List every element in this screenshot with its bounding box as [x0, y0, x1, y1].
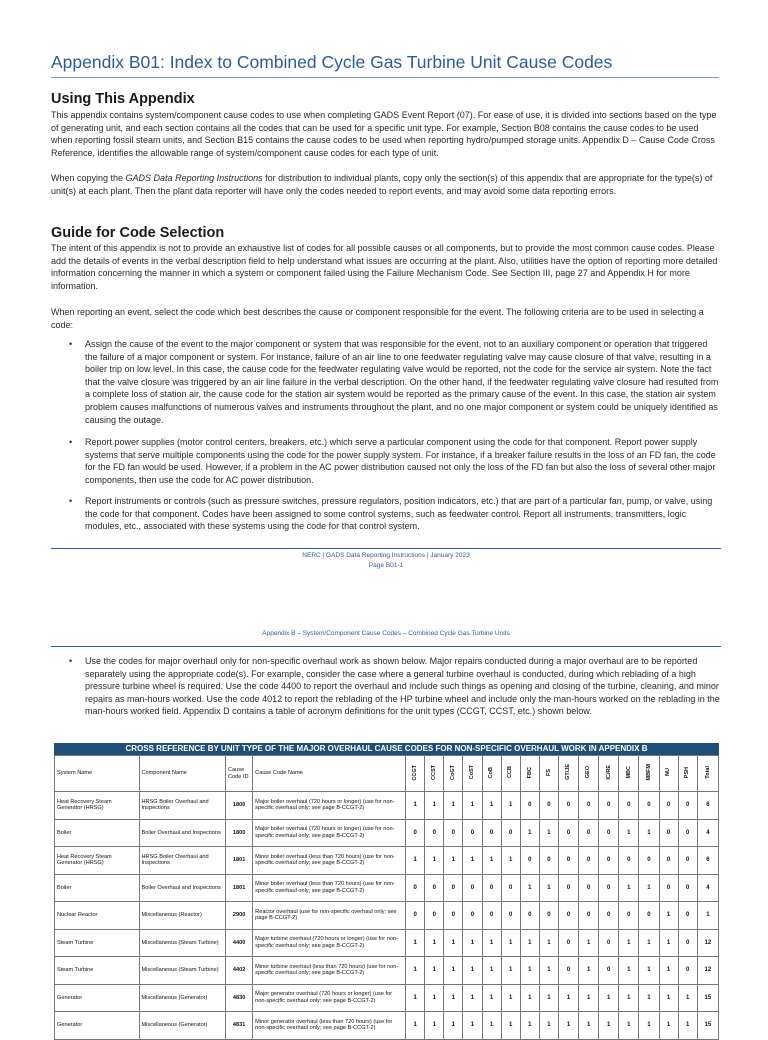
cross-reference-table-wrap — [54, 743, 719, 1040]
cell-desc: Minor turbine overhaul (less than 720 hours) (use for non-specific overhaul only; see page B-CCGT-2) — [253, 957, 406, 985]
header-unit — [406, 756, 425, 792]
cell-unit-value: 1 — [482, 847, 501, 875]
cell-unit-value: 1 — [444, 929, 463, 957]
cell-unit-value: 1 — [659, 929, 678, 957]
cell-code: 4830 — [226, 984, 253, 1012]
cell-unit-value: 0 — [463, 819, 482, 847]
cell-unit-value: 1 — [482, 984, 501, 1012]
cell-unit-value: 0 — [619, 902, 639, 930]
cell-unit-value: 0 — [501, 874, 520, 902]
cell-unit-value: 0 — [619, 792, 639, 820]
header-unit — [539, 756, 558, 792]
cell-unit-value: 1 — [520, 957, 539, 985]
cell-desc: Major boiler overhaul (720 hours or longer) (use for non-specific overhaul only; see page B-CCGT-2) — [253, 792, 406, 820]
cell-system: Generator — [55, 984, 140, 1012]
cell-unit-value: 1 — [678, 1012, 697, 1040]
cell-unit-value: 0 — [444, 902, 463, 930]
header-unit-label: FBC — [526, 766, 533, 778]
header-unit — [482, 756, 501, 792]
bullet-2 — [69, 436, 721, 486]
cell-unit-value: 0 — [520, 902, 539, 930]
cell-unit-value: 4 — [697, 819, 718, 847]
cell-unit-value: 1 — [697, 902, 718, 930]
header-desc: Cause Code Name — [253, 756, 406, 792]
cell-unit-value: 1 — [482, 1012, 501, 1040]
cross-reference-table — [54, 755, 719, 1040]
cell-unit-value: 0 — [425, 874, 444, 902]
cell-unit-value: 6 — [697, 847, 718, 875]
cell-unit-value: 1 — [501, 957, 520, 985]
header-unit — [678, 756, 697, 792]
cell-unit-value: 0 — [639, 847, 659, 875]
cell-unit-value: 0 — [599, 847, 619, 875]
header-unit-label: MBFM — [645, 764, 652, 781]
header-unit-label: MBC — [625, 766, 632, 779]
cell-component: HRSG Boiler Overhaul and Inspections — [139, 792, 226, 820]
cell-system: Boiler — [55, 819, 140, 847]
cell-unit-value: 1 — [599, 1012, 619, 1040]
cell-desc: Minor generator overhaul (less than 720 hours) (use for non-specific overhaul only; see page B-CCGT-2) — [253, 1012, 406, 1040]
cell-unit-value: 0 — [501, 902, 520, 930]
header-unit-label: GT/JE — [565, 764, 572, 781]
header-unit-label: FS — [545, 768, 552, 776]
header-unit-label: PSH — [684, 766, 691, 778]
cell-unit-value: 1 — [406, 792, 425, 820]
cell-code: 1801 — [226, 874, 253, 902]
cell-component: Miscellaneous (Steam Turbine) — [139, 929, 226, 957]
cell-unit-value: 1 — [444, 1012, 463, 1040]
cell-unit-value: 1 — [501, 984, 520, 1012]
cell-unit-value: 1 — [482, 929, 501, 957]
cell-unit-value: 1 — [482, 792, 501, 820]
cell-unit-value: 0 — [579, 902, 599, 930]
cell-unit-value: 0 — [558, 874, 578, 902]
header-unit — [619, 756, 639, 792]
cell-unit-value: 1 — [406, 929, 425, 957]
cell-unit-value: 0 — [425, 902, 444, 930]
cell-unit-value: 1 — [425, 792, 444, 820]
title-rule — [51, 77, 719, 78]
using-p2-pre: When copying the — [51, 173, 126, 183]
cell-unit-value: 1 — [520, 819, 539, 847]
cell-unit-value: 1 — [463, 792, 482, 820]
cell-unit-value: 1 — [619, 957, 639, 985]
cell-desc: Major generator overhaul (720 hours or longer) (use for non-specific overhaul only; see page B-CCGT-2) — [253, 984, 406, 1012]
cell-unit-value: 1 — [425, 929, 444, 957]
cell-unit-value: 1 — [639, 984, 659, 1012]
cell-code: 1800 — [226, 819, 253, 847]
cell-component: HRSG Boiler Overhaul and Inspections — [139, 847, 226, 875]
cell-unit-value: 4 — [697, 874, 718, 902]
cell-desc: Minor boiler overhaul (less than 720 hours) (use for non-specific overhaul only; see page B-CCGT-2) — [253, 874, 406, 902]
using-p2-post: for distribution to individual plants, copy only the section(s) of this appendix that are appropriate for the type(s) of unit(s) at each plant. Then the plant data reporter will have only the codes needed to report events, and may avoid some data reporting errors. — [51, 173, 713, 196]
cell-unit-value: 15 — [697, 1012, 718, 1040]
cell-desc: Minor boiler overhaul (less than 720 hours) (use for non-specific overhaul only; see page B-CCGT-2) — [253, 847, 406, 875]
cell-unit-value: 1 — [558, 1012, 578, 1040]
cell-system: Nuclear Reactor — [55, 902, 140, 930]
table-row — [55, 874, 719, 902]
cell-unit-value: 1 — [619, 874, 639, 902]
cell-unit-value: 1 — [539, 874, 558, 902]
bullet-dot: • — [69, 656, 73, 666]
cell-code: 1801 — [226, 847, 253, 875]
cell-unit-value: 1 — [659, 1012, 678, 1040]
using-p2-em: GADS Data Reporting Instructions — [125, 173, 263, 183]
cell-unit-value: 1 — [463, 929, 482, 957]
cell-unit-value: 0 — [558, 819, 578, 847]
cell-unit-value: 0 — [599, 902, 619, 930]
cell-unit-value: 6 — [697, 792, 718, 820]
header-unit — [520, 756, 539, 792]
header-unit-label: CoB — [488, 766, 495, 778]
cell-unit-value: 1 — [520, 874, 539, 902]
cell-unit-value: 0 — [463, 874, 482, 902]
bullet-1 — [69, 338, 721, 426]
cell-unit-value: 0 — [678, 792, 697, 820]
cell-unit-value: 1 — [579, 1012, 599, 1040]
header-unit — [425, 756, 444, 792]
cell-code: 1800 — [226, 792, 253, 820]
cell-unit-value: 1 — [639, 819, 659, 847]
cell-unit-value: 1 — [539, 1012, 558, 1040]
footer-page-number: Page B01-1 — [368, 562, 404, 569]
cell-unit-value: 1 — [406, 1012, 425, 1040]
cell-unit-value: 0 — [520, 792, 539, 820]
cell-unit-value: 1 — [425, 847, 444, 875]
cell-component: Miscellaneous (Generator) — [139, 1012, 226, 1040]
cell-unit-value: 1 — [579, 957, 599, 985]
cell-unit-value: 0 — [659, 847, 678, 875]
cell-component: Miscellaneous (Reactor) — [139, 902, 226, 930]
cell-unit-value: 0 — [558, 929, 578, 957]
bullet-text: Report power supplies (motor control centers, breakers, etc.) which serve a particular component using the code for that component. Report power supply systems that serve multiple components using the code for the power supply system. For instance, if a breaker failure results in the loss of an FD fan, the code for the FD fan would be used. However, if a problem in the AC power distribution caused not only the loss of the FD fan but also the loss of several other major components, then use the code for AC power distribution. — [85, 437, 716, 485]
cell-unit-value: 1 — [463, 847, 482, 875]
header-unit — [639, 756, 659, 792]
table-row — [55, 957, 719, 985]
cell-system: Heat Recovery Steam Generator (HRSG) — [55, 792, 140, 820]
cell-unit-value: 1 — [678, 984, 697, 1012]
cell-unit-value: 1 — [425, 984, 444, 1012]
header-unit-label: IC/RE — [605, 764, 612, 780]
cell-unit-value: 0 — [425, 819, 444, 847]
cell-unit-value: 1 — [619, 819, 639, 847]
page2-header: Appendix B – System/Component Cause Codes – Combined Cycle Gas Turbine Units — [262, 630, 510, 637]
cell-system: Generator — [55, 1012, 140, 1040]
cell-unit-value: 1 — [639, 1012, 659, 1040]
cell-unit-value: 1 — [425, 957, 444, 985]
table-header-row — [55, 756, 719, 792]
bullet-dot: • — [69, 496, 73, 506]
cell-unit-value: 1 — [501, 847, 520, 875]
table-row — [55, 902, 719, 930]
cell-unit-value: 1 — [520, 929, 539, 957]
cell-unit-value: 1 — [444, 957, 463, 985]
cell-unit-value: 1 — [463, 1012, 482, 1040]
header-system: System Name — [55, 756, 140, 792]
cell-code: 4402 — [226, 957, 253, 985]
header-unit-label: CCB — [507, 766, 514, 779]
cell-unit-value: 0 — [539, 792, 558, 820]
cell-unit-value: 0 — [639, 902, 659, 930]
table-row — [55, 1012, 719, 1040]
cell-system: Steam Turbine — [55, 929, 140, 957]
header-unit-label: CoGT — [450, 764, 457, 780]
cell-unit-value: 1 — [579, 929, 599, 957]
cell-unit-value: 1 — [539, 929, 558, 957]
cell-unit-value: 0 — [520, 847, 539, 875]
cell-component: Boiler Overhaul and Inspections — [139, 874, 226, 902]
cell-unit-value: 0 — [558, 847, 578, 875]
cell-system: Boiler — [55, 874, 140, 902]
cell-unit-value: 0 — [619, 847, 639, 875]
cell-unit-value: 0 — [599, 819, 619, 847]
using-heading: Using This Appendix — [51, 91, 195, 107]
using-paragraph-1: This appendix contains system/component cause codes to use when completing GADS Event Report (07). For ease of use, it is divided into sections based on the type of generating unit, and each section contains all the codes that can be used for a specific unit type. For example, Section B08 contains the cause codes to be used when reporting fossil steam units, and Section B15 contains the cause codes to be used when reporting hydro/pumped storage units. Appendix D – Cause Code Cross Reference, identifies the allowable range of system/component cause codes for each type of unit. — [51, 110, 717, 158]
cell-unit-value: 1 — [659, 902, 678, 930]
cell-unit-value: 1 — [558, 984, 578, 1012]
cell-unit-value: 0 — [444, 874, 463, 902]
cell-component: Boiler Overhaul and Inspections — [139, 819, 226, 847]
cell-unit-value: 0 — [539, 902, 558, 930]
header-unit-label: CCGT — [411, 764, 418, 781]
table-row — [55, 792, 719, 820]
cell-unit-value: 1 — [539, 957, 558, 985]
cell-unit-value: 1 — [619, 984, 639, 1012]
cell-component: Miscellaneous (Generator) — [139, 984, 226, 1012]
cell-unit-value: 0 — [659, 819, 678, 847]
cell-unit-value: 0 — [659, 874, 678, 902]
cell-unit-value: 1 — [639, 957, 659, 985]
guide-heading: Guide for Code Selection — [51, 225, 225, 241]
cell-unit-value: 1 — [539, 819, 558, 847]
header-unit — [579, 756, 599, 792]
cell-unit-value: 0 — [406, 819, 425, 847]
cell-unit-value: 0 — [558, 902, 578, 930]
header-unit-label: CoST — [469, 765, 476, 780]
cell-unit-value: 1 — [619, 929, 639, 957]
header-unit — [599, 756, 619, 792]
cell-desc: Major boiler overhaul (720 hours or longer) (use for non-specific overhaul only; see page B-CCGT-2) — [253, 819, 406, 847]
cell-unit-value: 1 — [539, 984, 558, 1012]
cell-unit-value: 1 — [639, 929, 659, 957]
cell-unit-value: 1 — [659, 984, 678, 1012]
using-paragraph-2 — [51, 172, 721, 197]
bullet-text: Assign the cause of the event to the major component or system that was responsible for the event, not to an auxiliary component or operation that triggered the failure of a major component or system. For instance, failure of an air line to one feedwater regulating valve may cause closure of that valve, resulting in a boiler trip on low level. In this case, the cause code for the feedwater regulating valve would be reported, not the code for the service air system. Note the fact that the valve closure was triggered by an air line failure in the verbal description. On the other hand, if the feedwater regulating valve closure had resulted from a complete loss of station air, the cause code for the station air system would be reported as the primary cause of the event. In this case, the station air system problem causes malfunctions of numerous valves and instruments throughout the plant, and no one major component or system could be uniquely identified as causing the outage. — [85, 339, 719, 425]
cell-unit-value: 0 — [558, 792, 578, 820]
footer-line-1: NERC | GADS Data Reporting Instructions | January 2023 — [302, 552, 470, 559]
table-row — [55, 984, 719, 1012]
table-title: CROSS REFERENCE BY UNIT TYPE OF THE MAJOR OVERHAUL CAUSE CODES FOR NON-SPECIFIC OVERHAUL WORK IN APPENDIX B — [54, 743, 719, 755]
cell-unit-value: 0 — [444, 819, 463, 847]
cell-unit-value: 1 — [520, 1012, 539, 1040]
cell-unit-value: 1 — [406, 847, 425, 875]
footer-rule — [51, 548, 721, 549]
cell-unit-value: 0 — [599, 874, 619, 902]
overhaul-bullet — [69, 655, 721, 718]
cell-unit-value: 0 — [659, 792, 678, 820]
cell-unit-value: 1 — [619, 1012, 639, 1040]
cell-desc: Reactor overhaul (use for non-specific overhaul only; see page B-CCGT-2) — [253, 902, 406, 930]
cell-code: 4400 — [226, 929, 253, 957]
table-row — [55, 819, 719, 847]
cell-unit-value: 1 — [501, 929, 520, 957]
cell-unit-value: 1 — [444, 847, 463, 875]
cell-unit-value: 1 — [599, 984, 619, 1012]
cell-unit-value: 1 — [425, 1012, 444, 1040]
cell-unit-value: 12 — [697, 929, 718, 957]
cell-unit-value: 0 — [678, 929, 697, 957]
cell-unit-value: 0 — [599, 929, 619, 957]
bullet-dot: • — [69, 437, 73, 447]
cell-code: 2900 — [226, 902, 253, 930]
cell-unit-value: 0 — [501, 819, 520, 847]
cell-unit-value: 0 — [539, 847, 558, 875]
bullet-text: Use the codes for major overhaul only for non-specific overhaul work as shown below. Major repairs conducted during a major overhaul are to be reported separately using the appropriate code(s). For example, consider the case where a general turbine overhaul is conducted, during which reblading of a high pressure turbine wheel is required. Use the code 4400 to report the overhaul and include such things as opening and closing of the turbine, cleaning, and minor repairs as man-hours worked. Use the code 4012 to report the reblading of the HP turbine wheel and include only the man-hours worked on the reblading in the man-hours worked field. Appendix D contains a table of acronym definitions for the unit types (CCGT, CCST, etc.) shown below. — [85, 656, 720, 717]
cell-unit-value: 0 — [678, 847, 697, 875]
cell-unit-value: 1 — [482, 957, 501, 985]
cell-unit-value: 0 — [406, 902, 425, 930]
header-unit — [659, 756, 678, 792]
cell-unit-value: 0 — [678, 957, 697, 985]
cell-unit-value: 0 — [579, 819, 599, 847]
cell-unit-value: 12 — [697, 957, 718, 985]
cell-unit-value: 0 — [639, 792, 659, 820]
guide-paragraph-1: The intent of this appendix is not to provide an exhaustive list of codes for all possible causes or all components, but to provide the most common cause codes. Please add the details of events in the verbal description field to help understand what issues are occurring at the plant. Also, utilities have the option of reporting more detailed information concerning the manner in which a system or component failed using the Failure Mechanism Code. See Section III, page 27 and Appendix H for more information. — [51, 243, 718, 291]
bullet-3 — [69, 495, 721, 533]
table-row — [55, 929, 719, 957]
bullet-dot: • — [69, 339, 73, 349]
header-unit — [444, 756, 463, 792]
cell-unit-value: 0 — [482, 902, 501, 930]
cell-unit-value: 0 — [482, 819, 501, 847]
cell-unit-value: 0 — [463, 902, 482, 930]
header-unit — [463, 756, 482, 792]
header-unit-label: GEO — [585, 766, 592, 779]
cell-unit-value: 1 — [659, 957, 678, 985]
cell-unit-value: 0 — [579, 792, 599, 820]
cell-unit-value: 0 — [599, 957, 619, 985]
cell-unit-value: 1 — [406, 984, 425, 1012]
cell-system: Heat Recovery Steam Generator (HRSG) — [55, 847, 140, 875]
cell-unit-value: 0 — [678, 902, 697, 930]
cell-unit-value: 1 — [444, 792, 463, 820]
cell-unit-value: 1 — [463, 957, 482, 985]
cell-code: 4831 — [226, 1012, 253, 1040]
cell-unit-value: 15 — [697, 984, 718, 1012]
cell-system: Steam Turbine — [55, 957, 140, 985]
cell-unit-value: 0 — [599, 792, 619, 820]
header-component: Component Name — [139, 756, 226, 792]
cell-unit-value: 1 — [639, 874, 659, 902]
cell-unit-value: 1 — [520, 984, 539, 1012]
header-code: Cause Code ID — [226, 756, 253, 792]
cell-unit-value: 1 — [463, 984, 482, 1012]
header-unit — [697, 756, 718, 792]
cell-unit-value: 1 — [501, 1012, 520, 1040]
cell-unit-value: 1 — [501, 792, 520, 820]
header-unit-label: Total — [704, 765, 711, 779]
cell-unit-value: 0 — [406, 874, 425, 902]
cell-unit-value: 1 — [579, 984, 599, 1012]
cell-unit-value: 0 — [678, 819, 697, 847]
header-unit-label: CCST — [431, 764, 438, 780]
cell-unit-value: 1 — [444, 984, 463, 1012]
cell-unit-value: 1 — [406, 957, 425, 985]
header-unit — [558, 756, 578, 792]
page2-header-rule — [51, 646, 721, 647]
cell-unit-value: 0 — [482, 874, 501, 902]
table-row — [55, 847, 719, 875]
bullet-text: Report instruments or controls (such as pressure switches, pressure regulators, position indicators, etc.) that are part of a particular fan, pump, or valve, using the code for that component. Codes have been assigned to some control systems, such as feedwater control. Report all instruments, transmitters, logic modules, etc., associated with these systems using the code for that control system. — [85, 496, 713, 532]
cell-unit-value: 0 — [558, 957, 578, 985]
header-unit — [501, 756, 520, 792]
cell-unit-value: 0 — [678, 874, 697, 902]
cell-desc: Major turbine overhaul (720 hours or longer) (use for non-specific overhaul only; see page B-CCGT-2) — [253, 929, 406, 957]
cell-unit-value: 0 — [579, 874, 599, 902]
guide-paragraph-2: When reporting an event, select the code which best describes the cause or component responsible for the event. The following criteria are to be used in selecting a code: — [51, 307, 704, 330]
cell-unit-value: 0 — [579, 847, 599, 875]
cell-component: Miscellaneous (Steam Turbine) — [139, 957, 226, 985]
header-unit-label: NU — [665, 768, 672, 777]
appendix-title: Appendix B01: Index to Combined Cycle Gas Turbine Unit Cause Codes — [51, 52, 613, 72]
